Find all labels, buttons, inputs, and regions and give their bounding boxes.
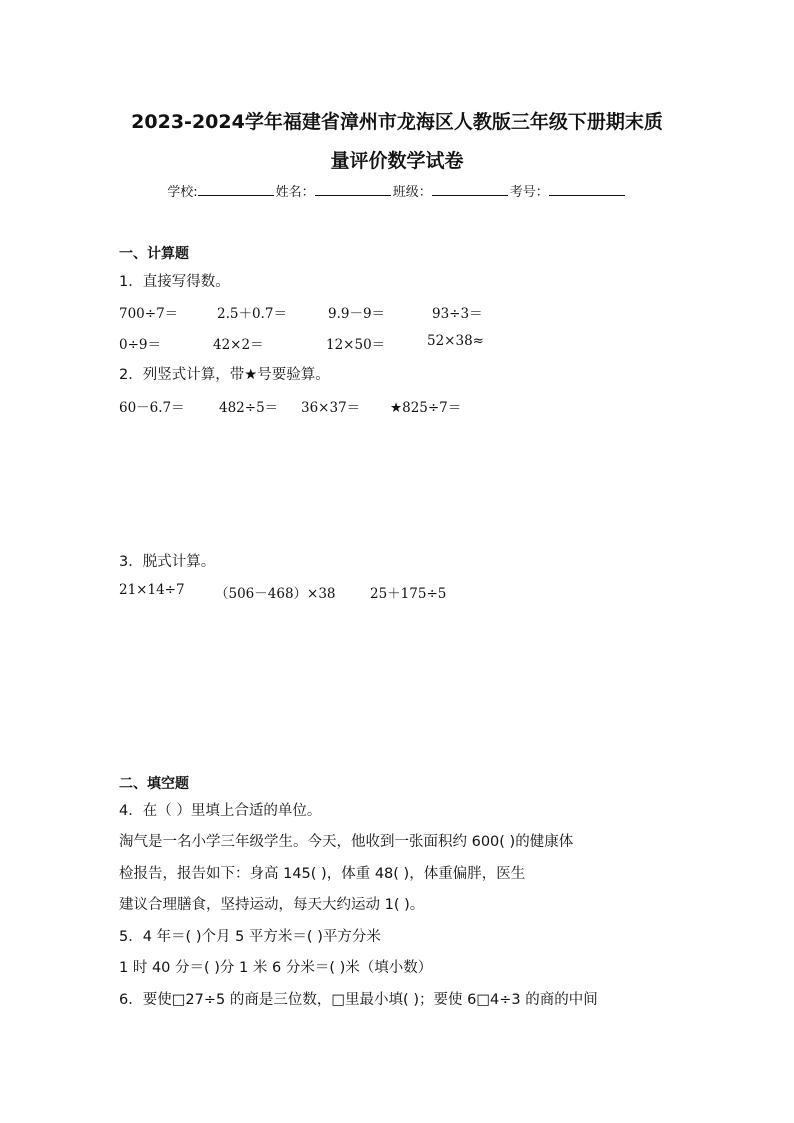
q1-item: 2.5＋0.7＝ <box>217 306 287 322</box>
q3-item: （506－468）×38 <box>215 586 336 602</box>
class-label: 班级： <box>392 185 432 200</box>
q1-item: 9.9－9＝ <box>328 306 386 322</box>
q2-prompt: 2．列竖式计算，带★号要验算。 <box>119 367 330 383</box>
q1-item: 93÷3＝ <box>432 306 483 322</box>
q1-prompt: 1．直接写得数。 <box>119 274 230 290</box>
exam-title-line2: 量评价数学试卷 <box>330 150 464 172</box>
q4-line3: 建议合理膳食，坚持运动，每天大约运动 1( )。 <box>119 897 425 913</box>
exam-no-label: 考号： <box>509 185 549 200</box>
q3-item: 25＋175÷5 <box>370 586 447 602</box>
q1-item: 52×38≈ <box>427 333 484 349</box>
exam-no-blank[interactable] <box>549 183 625 196</box>
name-label: 姓名： <box>275 185 315 200</box>
q6-line1: 6．要使□27÷5 的商是三位数，□里最小填( )；要使 6□4÷3 的商的中间 <box>119 992 598 1008</box>
q1-item: 700÷7＝ <box>119 306 179 322</box>
q1-item: 0÷9＝ <box>119 337 161 353</box>
section1-heading: 一、计算题 <box>119 246 189 262</box>
q4-line2: 检报告，报告如下：身高 145( )，体重 48( )，体重偏胖，医生 <box>119 866 526 882</box>
exam-title-line1: 2023-2024学年福建省漳州市龙海区人教版三年级下册期末质 <box>131 111 663 133</box>
q3-item: 21×14÷7 <box>119 582 185 598</box>
q2-item: 482÷5＝ <box>219 400 279 416</box>
school-blank[interactable] <box>198 183 274 196</box>
school-label: 学校: <box>167 185 198 200</box>
q4-line1: 淘气是一名小学三年级学生。今天，他收到一张面积约 600( )的健康体 <box>119 834 574 850</box>
q3-prompt: 3．脱式计算。 <box>119 554 216 570</box>
student-info-line <box>0 181 794 200</box>
q2-item: 36×37＝ <box>301 400 361 416</box>
section2-heading: 二、填空题 <box>119 776 189 792</box>
q1-item: 42×2＝ <box>213 337 264 353</box>
name-blank[interactable] <box>315 183 391 196</box>
class-blank[interactable] <box>432 183 508 196</box>
q4-prompt: 4．在（ ）里填上合适的单位。 <box>119 803 322 819</box>
q2-item: ★825÷7＝ <box>390 400 462 416</box>
q1-item: 12×50＝ <box>326 337 386 353</box>
q5-line2: 1 时 40 分＝( )分 1 米 6 分米＝( )米（填小数） <box>119 960 433 976</box>
q2-item: 60－6.7＝ <box>119 400 185 416</box>
q5-line1: 5．4 年＝( )个月 5 平方米＝( )平方分米 <box>119 929 381 945</box>
